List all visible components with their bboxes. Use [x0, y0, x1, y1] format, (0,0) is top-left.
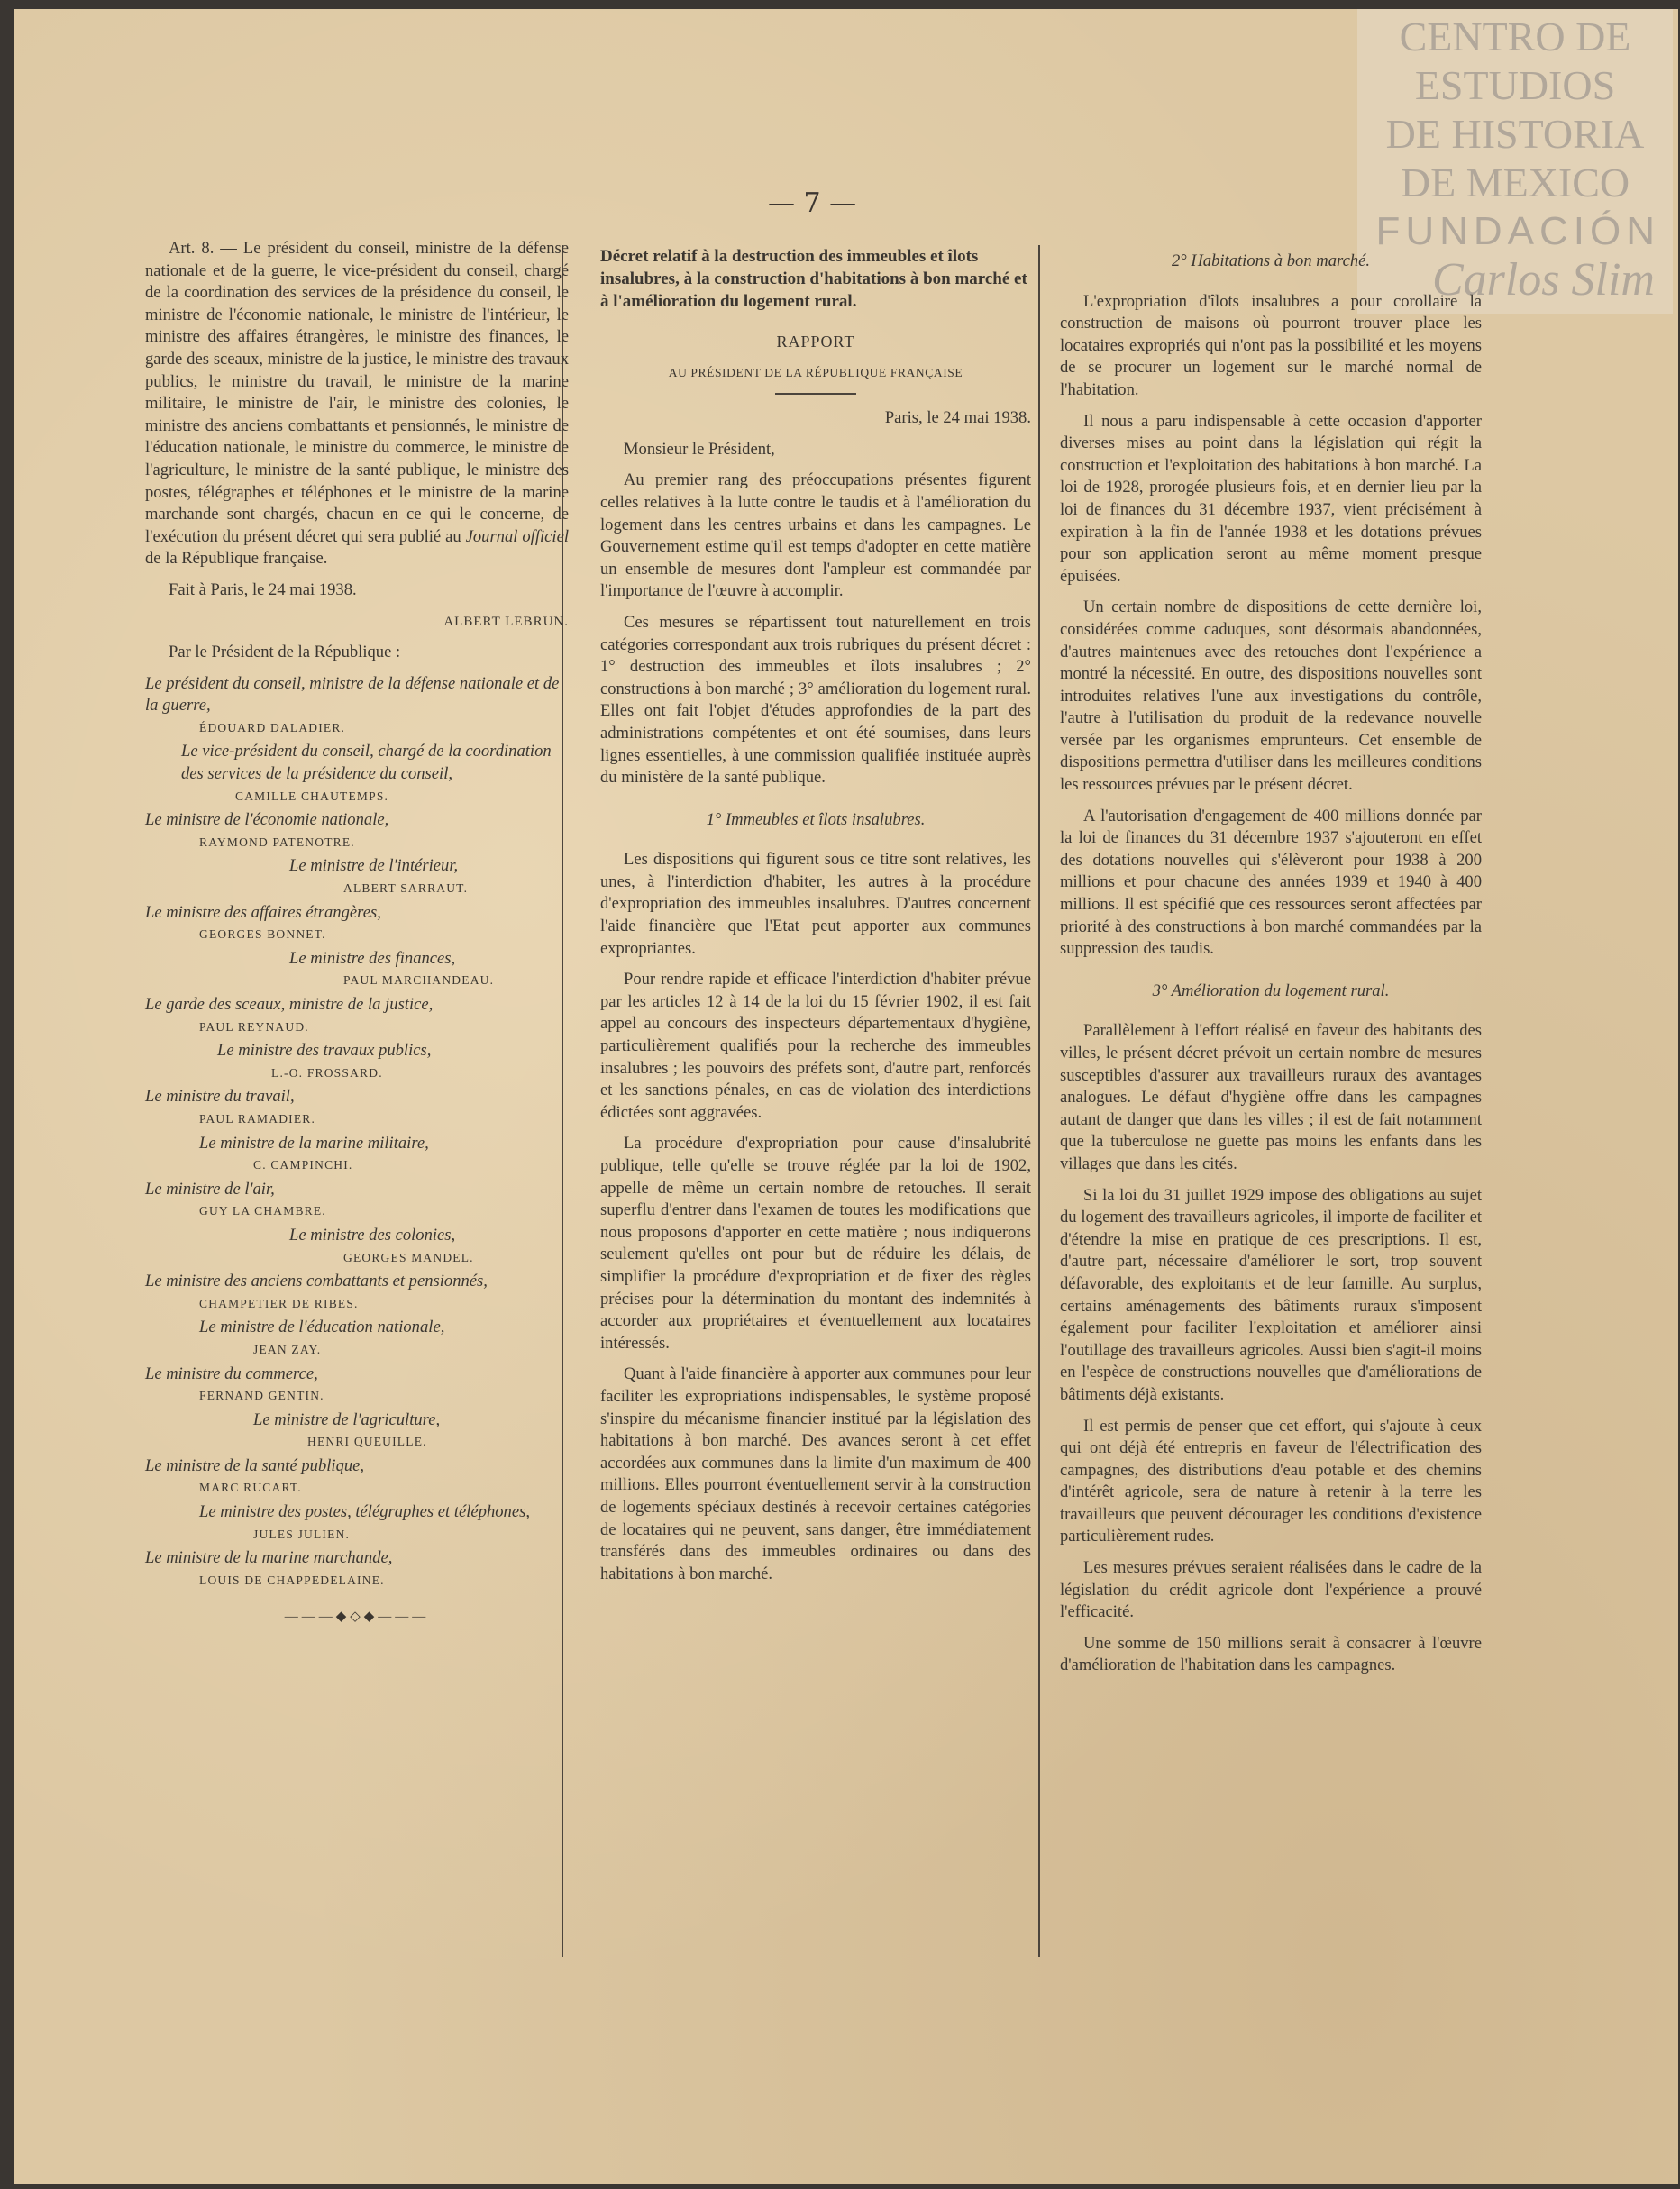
signatory-name: ALBERT SARRAUT. [343, 881, 469, 896]
signatory [145, 1040, 569, 1084]
signatory [145, 1501, 569, 1546]
paragraph: Ces mesures se répartissent tout naturellement en trois catégories correspondant aux trois rubriques du présent décret : 1° destruction des immeubles et îlots insalubres ; 2° constructions à bon marché ; 3° amélioration du logement rural. Elles ont fait l'objet d'études approfondies de la part des administrations compétentes et ont été soumises, dans leurs lignes essentielles, à une commission qualifiée instituée auprès du ministère de la santé publique. [600, 612, 1031, 788]
end-ornament: ———◆◇◆——— [284, 1610, 430, 1625]
president-signature: ALBERT LEBRUN. [443, 614, 569, 629]
par-le-president: Par le Président de la République : [169, 643, 401, 662]
decree-headline: Décret relatif à la destruction des immeubles et îlots insalubres, à la construction d'habitations à bon marché et à l'amélioration du logement rural. [600, 247, 1027, 311]
section-heading-1: 1° Immeubles et îlots insalubres. [706, 809, 926, 829]
signatory-name: HENRI QUEUILLE. [307, 1435, 427, 1449]
signatory-name: CAMILLE CHAUTEMPS. [235, 789, 389, 803]
signatory-role: Le ministre des colonies, [289, 1225, 456, 1245]
signatory [145, 1317, 569, 1361]
signatory [145, 948, 569, 992]
signatory-role: Le ministre du travail, [145, 1087, 295, 1107]
paragraph: Quant à l'aide financière à apporter aux communes pour leur faciliter les expropriations indispensables, le système proposé s'inspire du mécanisme financier institué par la législation des habitations à bon marché. Des avances seront à cet effet accordées aux communes dans la limite d'un maximum de 400 millions. Elles pourront éventuellement servir à la construction de logements spéciaux destinés à recevoir certaines catégories de locataires qui ne peuvent, sans danger, être immédiatement transférés dans des immeubles ordinaires ou dans des habitations à bon marché. [600, 1364, 1031, 1583]
signatory [145, 1133, 569, 1177]
paragraph: Une somme de 150 millions serait à consacrer à l'œuvre d'amélioration de l'habitation dans les campagnes. [1060, 1633, 1482, 1675]
signatory-name: FERNAND GENTIN. [199, 1389, 324, 1403]
signatory-role: Le ministre de l'agriculture, [253, 1409, 441, 1429]
signatory [145, 855, 569, 899]
signatory-role: Le vice-président du conseil, chargé de la coordination des services de la présidence du conseil, [181, 742, 552, 784]
watermark-signature: Carlos Slim [1431, 254, 1655, 306]
signatory-role: Le ministre de la marine marchande, [145, 1548, 393, 1568]
article-8-text: Art. 8. — Le président du conseil, ministre de la défense nationale et de la guerre, le vice-président du conseil, chargé de la coordination des services de la présidence du conseil, le ministre de l'économie nationale, le ministre de l'intérieur, le ministre des affaires étrangères, le ministre des finances, le garde des sceaux, ministre de la justice, le ministre des travaux publics, le ministre du travail, le ministre de la marine militaire, le ministre de l'air, le ministre des colonies, le ministre des anciens combattants et pensionnés, le ministre de l'éducation nationale, le ministre du commerce, le ministre de l'agriculture, le ministre de la santé publique, le ministre des postes, télégraphes et téléphones et le ministre de la marine marchande sont chargés, chacun en ce qui le concerne, de l'exécution du présent décret qui sera publié au [145, 239, 569, 546]
signatory-role: Le président du conseil, ministre de la défense nationale et de la guerre, [145, 673, 560, 716]
signatory [145, 994, 569, 1038]
rapport-addressee: AU PRÉSIDENT DE LA RÉPUBLIQUE FRANÇAISE [668, 365, 963, 379]
paragraph: Pour rendre rapide et efficace l'interdiction d'habiter prévue par les articles 12 à 14 de la loi du 15 février 1902, il est fait appel au concours des inspecteurs départementaux d'hygiène, particulièrement qualifiés pour la recherche des immeubles insalubres ; les pouvoirs des préfets sont, d'autre part, renforcés et les sanctions pénales, en cas de violation des interdictions édictées sont aggravées. [600, 970, 1031, 1122]
signatory [145, 1179, 569, 1223]
paragraph: Les mesures prévues seraient réalisées dans le cadre de la législation du crédit agricole dont l'expérience a prouvé l'efficacité. [1060, 1558, 1482, 1622]
column-middle [600, 245, 1031, 1594]
paragraph: Les dispositions qui figurent sous ce titre sont relatives, les unes, à l'interdiction d'habiter, les autres à la procédure d'expropriation des immeubles insalubres. D'autres concernent l'aide financière que l'Etat peut apporter aux communes expropriantes. [600, 850, 1031, 958]
signatory-name: JULES JULIEN. [253, 1527, 351, 1541]
signatory-role: Le ministre de l'air, [145, 1179, 275, 1199]
watermark-line: DE HISTORIA [1385, 111, 1645, 157]
signatory [145, 1225, 569, 1269]
signatory [145, 902, 569, 946]
signatory-name: MARC RUCART. [199, 1481, 302, 1495]
fait-line: Fait à Paris, le 24 mai 1938. [169, 579, 357, 599]
signatory-role: Le ministre des anciens combattants et pensionnés, [145, 1272, 488, 1291]
paragraph: L'expropriation d'îlots insalubres a pour corollaire la construction de maisons où pourront trouver place les locataires expropriés qui n'ont pas la possibilité et les moyens de se procurer un logement sur le marché normal de l'habitation. [1060, 291, 1482, 399]
signatory [145, 673, 569, 740]
paragraph: Si la loi du 31 juillet 1929 impose des obligations au sujet du logement des travailleurs agricoles, il importe de faciliter et d'étendre la mise en pratique de ces prescriptions. Il est, d'autre part, nécessaire d'améliorer le sort, trop souvent défavorable, des exploitants et de leur famille. Au surplus, certains aménagements des bâtiments ruraux s'imposent également pour faciliter l'exploitation et améliorer ainsi l'outillage des travailleurs agricoles. Aussi bien s'agit-il moins en l'espèce de constructions nouvelles que d'améliorations de bâtiments déjà existants. [1060, 1185, 1482, 1404]
signatory-role: Le ministre des travaux publics, [217, 1041, 432, 1061]
column-right [1060, 251, 1482, 1686]
paragraph: Un certain nombre de dispositions de cette dernière loi, considérées comme caduques, sont désormais abandonnées, d'autres maintenues avec des retouches dont l'expérience a montré la nécessité. En outre, des dispositions nouvelles sont introduites relatives l'une aux investigations du contrôle, l'autre à l'utilisation du produit de la redevance nouvelle versée par les organismes emprunteurs. Cet ensemble de dispositions permettra d'utiliser dans les meilleures conditions les ressources prévues par le présent décret. [1060, 597, 1482, 795]
signatory-role: Le garde des sceaux, ministre de la justice, [145, 995, 434, 1014]
signatory-name: PAUL MARCHANDEAU. [343, 973, 495, 988]
signatory-name: LOUIS DE CHAPPEDELAINE. [199, 1573, 385, 1587]
signatory-name: GUY LA CHAMBRE. [199, 1204, 326, 1218]
signatory-list [145, 673, 569, 1592]
article-8-end: de la République française. [145, 549, 328, 569]
short-rule [775, 393, 856, 395]
signatory-role: Le ministre de l'éducation nationale, [199, 1318, 445, 1337]
signatory [145, 1271, 569, 1315]
section-heading-3: 3° Amélioration du logement rural. [1152, 980, 1390, 1000]
column-rule [1038, 245, 1040, 1957]
watermark-line: CENTRO DE [1399, 14, 1631, 59]
signatory-name: ÉDOUARD DALADIER. [199, 720, 346, 734]
signatory [145, 809, 569, 853]
signatory [145, 1364, 569, 1408]
salutation: Monsieur le Président, [624, 439, 775, 459]
signatory-name: CHAMPETIER DE RIBES. [199, 1296, 359, 1310]
watermark-line: ESTUDIOS [1414, 62, 1616, 108]
paragraph: A l'autorisation d'engagement de 400 millions donnée par la loi de finances du 31 décembre 1937 s'ajouteront en effet des dotations nouvelles qui s'élèveront pour 1938 à 200 millions et pour chacune des années 1939 et 1940 à 400 millions. Il est spécifié que ces ressources seront affectées par priorité à des constructions à bon marché commandées par la suppression des taudis. [1060, 806, 1482, 959]
signatory [145, 1409, 569, 1454]
section-heading-2: 2° Habitations à bon marché. [1171, 251, 1371, 270]
signatory-role: Le ministre des affaires étrangères, [145, 902, 381, 922]
paragraph: Il nous a paru indispensable à cette occasion d'apporter diverses mises au point dans la législation qui régit la construction et l'exploitation des habitations à bon marché. La loi de 1928, prorogée plusieurs fois, et en dernier lieu par la loi de finances du 31 décembre 1937, vient précisément à expiration à la fin de l'année 1938 et les dotations prévues pour son application seront au même moment presque épuisées. [1060, 411, 1482, 586]
watermark-fundacion: FUNDACIÓN [1375, 209, 1660, 253]
paragraph: La procédure d'expropriation pour cause d'insalubrité publique, telle qu'elle se trouve réglée par la loi de 1902, appelle de même un certain nombre de retouches. Il serait superflu d'entrer dans l'examen de toutes les modifications que nous proposons d'apporter en cette matière ; nous indiquerons seulement qu'elles ont pour but de réduire les délais, de simplifier la procédure d'expropriation et de fixer des règles précises pour la détermination du montant des indemnités à accorder aux propriétaires et éventuellement aux locataires intéressés. [600, 1134, 1031, 1353]
signatory [145, 1086, 569, 1130]
paragraph: Il est permis de penser que cet effort, qui s'ajoute à ceux qui ont déjà été entrepris en faveur de l'électrification des campagnes, des distributions d'eau potable et des chemins d'intérêt agricole, sera de nature à retenir à la terre les travailleurs que peuvent décourager les conditions d'existence particulièrement rudes. [1060, 1416, 1482, 1546]
signatory-name: RAYMOND PATENOTRE. [199, 835, 355, 849]
signatory [145, 1547, 569, 1592]
signatory-name: PAUL REYNAUD. [199, 1019, 309, 1034]
document-page [14, 9, 1678, 2184]
rapport-heading: RAPPORT [776, 333, 855, 351]
signatory-role: Le ministre de l'économie nationale, [145, 810, 389, 830]
page-number: — 7 — [768, 187, 857, 219]
column-left [145, 238, 569, 1628]
journal-title: Journal officiel [465, 526, 569, 546]
signatory [145, 1455, 569, 1500]
signatory-name: GEORGES MANDEL. [343, 1250, 474, 1264]
paragraph: Au premier rang des préoccupations présentes figurent celles relatives à la lutte contre le taudis et à l'amélioration du logement dans les centres urbains et dans les campagnes. Le Gouvernement estime qu'il est temps d'adopter en cette matière un ensemble de mesures dont l'ampleur est commandée par l'importance de l'œuvre à accomplir. [600, 470, 1031, 601]
signatory-name: GEORGES BONNET. [199, 927, 326, 942]
watermark-line: DE MEXICO [1400, 160, 1630, 205]
signatory-role: Le ministre de la marine militaire, [199, 1133, 429, 1153]
signatory [145, 741, 569, 807]
report-date: Paris, le 24 mai 1938. [884, 408, 1031, 428]
signatory-role: Le ministre de la santé publique, [145, 1455, 365, 1475]
signatory-name: L.-O. FROSSARD. [271, 1065, 383, 1080]
signatory-name: C. CAMPINCHI. [253, 1158, 353, 1172]
signatory-role: Le ministre des postes, télégraphes et téléphones, [199, 1502, 530, 1522]
signatory-role: Le ministre de l'intérieur, [289, 856, 459, 876]
signatory-role: Le ministre des finances, [289, 948, 456, 968]
signatory-name: JEAN ZAY. [253, 1342, 322, 1356]
signatory-name: PAUL RAMADIER. [199, 1111, 316, 1126]
paragraph: Parallèlement à l'effort réalisé en faveur des habitants des villes, le présent décret prévoit un certain nombre de mesures susceptibles d'assurer aux travailleurs ruraux des avantages analogues. Le défaut d'hygiène offre dans les campagnes autant de danger que dans les villes ; il est de fait notamment que la tuberculose ne guette pas moins les enfants dans les villages que dans les cités. [1060, 1021, 1482, 1173]
article-8 [145, 238, 569, 570]
signatory-role: Le ministre du commerce, [145, 1364, 318, 1383]
